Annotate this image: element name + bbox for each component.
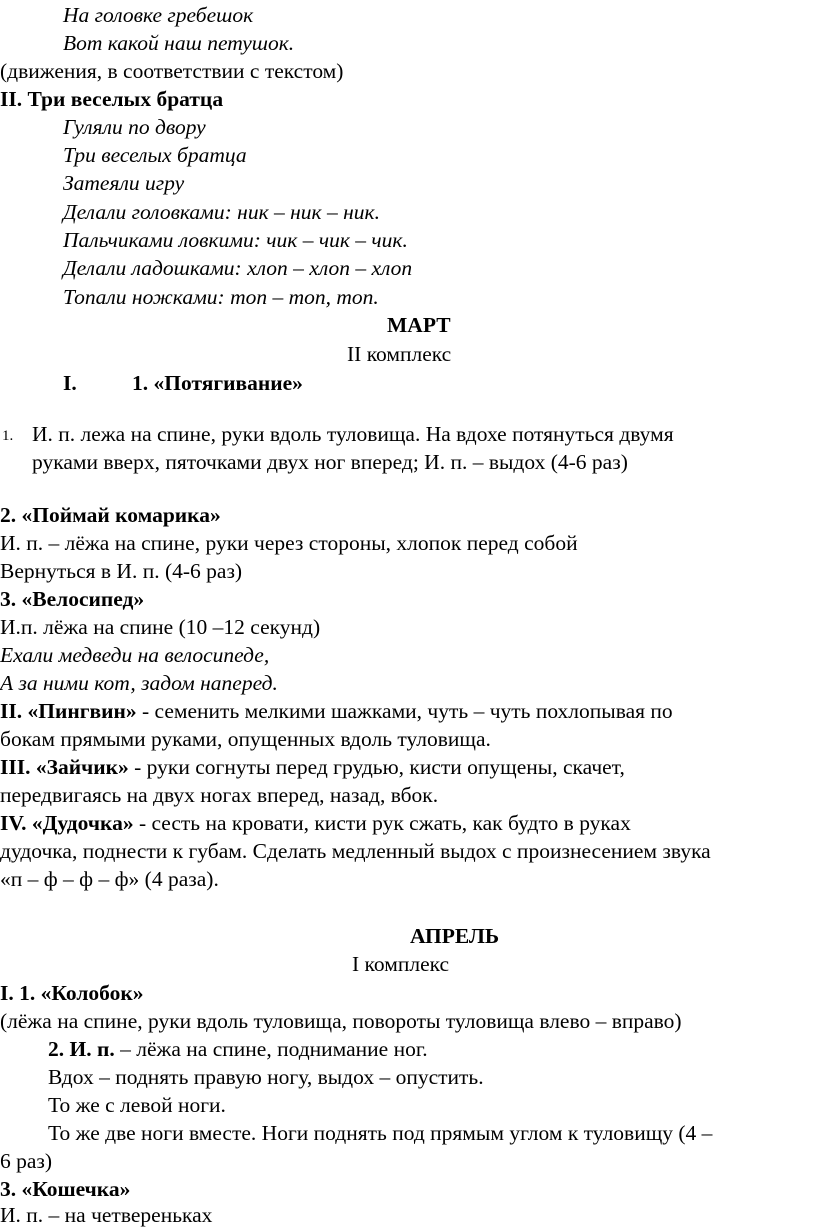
verse-line: Топали ножками: топ – топ, топ.: [63, 285, 379, 309]
verse-line: Гуляли по двору: [63, 115, 206, 139]
exercise-title: 2. И. п.: [48, 1037, 115, 1061]
verse-line: Делали ладошками: хлоп – хлоп – хлоп: [63, 256, 413, 280]
exercise-title: II. «Пингвин»: [0, 699, 137, 723]
poem-line: На головке гребешок: [63, 3, 254, 27]
poem-line: Вот какой наш петушок.: [63, 31, 295, 55]
exercise-paragraph: [48, 1035, 428, 1063]
exercise-text: - руки согнуты перед грудью, кисти опущены, скачет,: [128, 755, 625, 779]
exercise-title: 3. «Кошечка»: [0, 1177, 131, 1201]
exercise-text: И. п. лежа на спине, руки вдоль туловища. На вдохе потянуться двумя: [32, 422, 674, 446]
exercise-title: 3. «Велосипед»: [0, 587, 145, 611]
exercise-text: Вернуться в И. п. (4-6 раз): [0, 559, 243, 583]
exercise-text: – лёжа на спине, поднимание ног.: [114, 1037, 428, 1061]
verse-line: А за ними кот, задом наперед.: [0, 671, 278, 695]
exercise-text: Вдох – поднять правую ногу, выдох – опустить.: [48, 1065, 484, 1089]
exercise-text: - сесть на кровати, кисти рук сжать, как будто в руках: [133, 811, 631, 835]
exercise-text: И. п. – лёжа на спине, руки через стороны, хлопок перед собой: [0, 531, 578, 555]
section-heading: II. Три веселых братца: [0, 87, 224, 111]
exercise-text: (лёжа на спине, руки вдоль туловища, повороты туловища влево – вправо): [0, 1009, 682, 1033]
exercise-title: 1. «Потягивание»: [132, 371, 303, 395]
exercise-title: 2. «Поймай комарика»: [0, 503, 221, 527]
exercise-title: IV. «Дудочка»: [0, 811, 134, 835]
month-heading: МАРТ: [387, 313, 451, 337]
exercise-text: - семенить мелкими шажками, чуть – чуть похлопывая по: [136, 699, 673, 723]
exercise-text: «п – ф – ф – ф» (4 раза).: [0, 867, 219, 891]
exercise-text: То же с левой ноги.: [48, 1093, 226, 1117]
exercise-title: I. 1. «Колобок»: [0, 981, 144, 1005]
exercise-text: дудочка, поднести к губам. Сделать медленный выдох с произнесением звука: [0, 839, 711, 863]
exercise-text: И. п. – на четвереньках: [0, 1203, 213, 1227]
exercise-title: III. «Зайчик»: [0, 755, 129, 779]
month-heading: АПРЕЛЬ: [410, 924, 500, 948]
exercise-paragraph: [0, 809, 631, 837]
exercise-text: руками вверх, пяточками двух ног вперед; И. п. – выдох (4-6 раз): [32, 450, 628, 474]
verse-line: Три веселых братца: [63, 143, 247, 167]
complex-subheading: I комплекс: [352, 952, 450, 976]
verse-line: Затеяли игру: [63, 171, 185, 195]
list-number: 1.: [2, 428, 14, 444]
verse-line: Пальчиками ловкими: чик – чик – чик.: [63, 228, 408, 252]
exercise-paragraph: [0, 697, 673, 725]
exercise-roman-number: I.: [63, 371, 77, 395]
verse-line: Делали головками: ник – ник – ник.: [63, 200, 380, 224]
exercise-text: бокам прямыми руками, опущенных вдоль туловища.: [0, 727, 491, 751]
exercise-text: 6 раз): [0, 1149, 53, 1173]
movement-note: (движения, в соответствии с текстом): [0, 59, 344, 83]
verse-line: Ехали медведи на велосипеде,: [0, 643, 270, 667]
exercise-text: передвигаясь на двух ногах вперед, назад, вбок.: [0, 783, 439, 807]
complex-subheading: II комплекс: [347, 342, 452, 366]
exercise-paragraph: [0, 753, 625, 781]
exercise-text: И.п. лёжа на спине (10 –12 секунд): [0, 615, 321, 639]
exercise-text: То же две ноги вместе. Ноги поднять под прямым углом к туловищу (4 –: [48, 1121, 713, 1145]
